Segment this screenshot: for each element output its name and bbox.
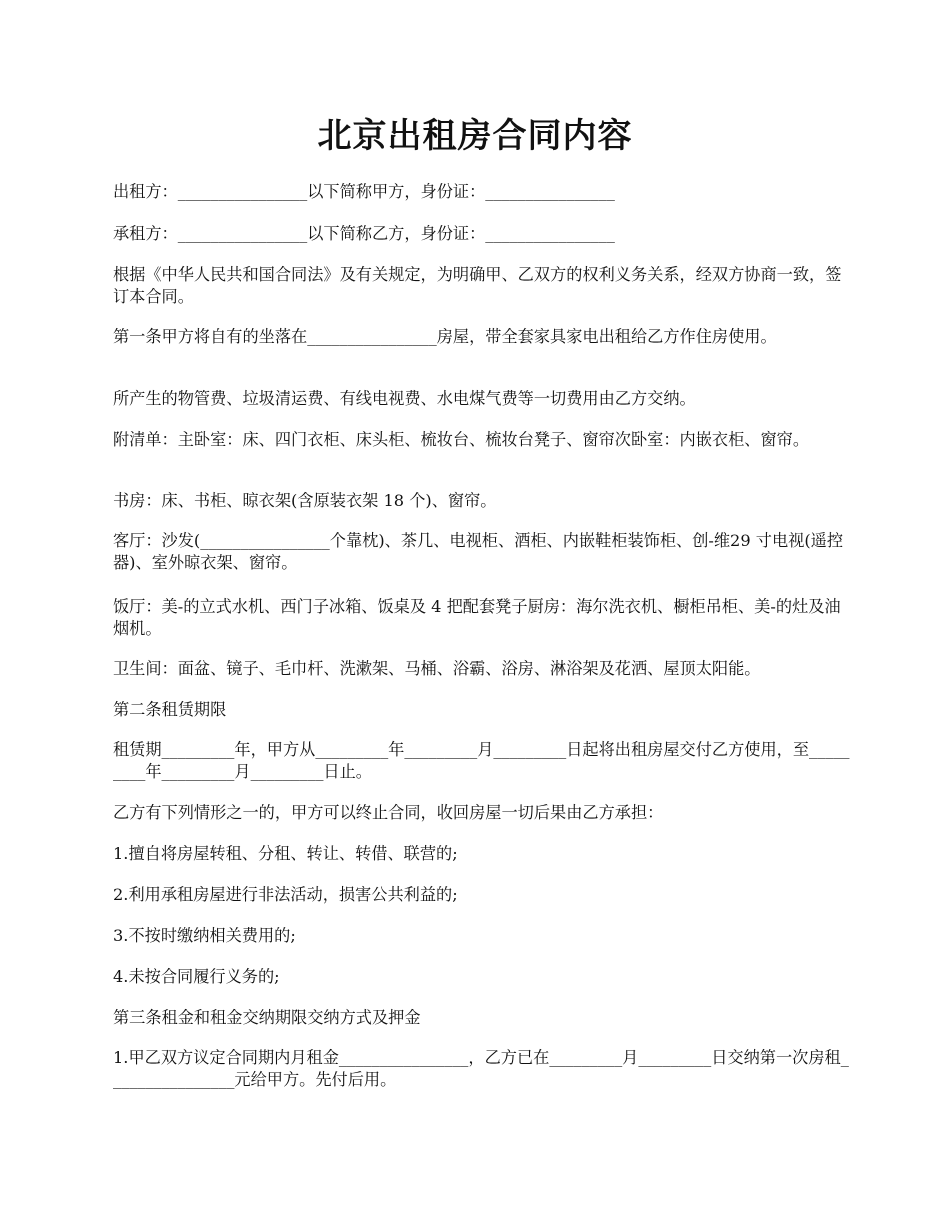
termination-item-1: 1.擅自将房屋转租、分租、转让、转借、联营的; [113, 844, 458, 863]
inventory-bathroom-paragraph: 卫生间：面盆、镜子、毛巾杆、洗漱架、马桶、浴霸、浴房、淋浴架及花洒、屋顶太阳能。 [113, 659, 761, 678]
article-1-paragraph: 第一条甲方将自有的坐落在________________房屋，带全套家具家电出租给乙方作住房使用。 [113, 327, 777, 346]
termination-item-3: 3.不按时缴纳相关费用的; [113, 926, 296, 945]
lessee-line: 承租方：________________以下简称乙方，身份证：________________ [113, 224, 615, 243]
lease-term-paragraph: 租赁期_________年，甲方从_________年_________月_________日起将出租房屋交付乙方使用，至_________年_________月_________日止。 [113, 740, 850, 781]
article-3-heading: 第三条租金和租金交纳期限交纳方式及押金 [113, 1008, 421, 1027]
inventory-dining-kitchen-paragraph: 饭厅：美-的立式水机、西门子冰箱、饭桌及 4 把配套凳子厨房：海尔洗衣机、橱柜吊柜、美-的灶及油烟机。 [113, 597, 841, 638]
inventory-bedrooms-paragraph: 附清单：主卧室：床、四门衣柜、床头柜、梳妆台、梳妆台凳子、窗帘次卧室：内嵌衣柜、窗帘。 [113, 430, 810, 449]
article-2-heading: 第二条租赁期限 [113, 700, 227, 719]
termination-item-2: 2.利用承租房屋进行非法活动，损害公共利益的; [113, 885, 458, 904]
preamble-paragraph: 根据《中华人民共和国合同法》及有关规定，为明确甲、乙双方的权利义务关系，经双方协商一致，签订本合同。 [113, 265, 842, 306]
fees-paragraph: 所产生的物管费、垃圾清运费、有线电视费、水电煤气费等一切费用由乙方交纳。 [113, 389, 696, 408]
rent-payment-paragraph: 1.甲乙双方议定合同期内月租金________________，乙方已在_________月_________日交纳第一次房租________________元给甲方。先付后用。 [113, 1048, 849, 1089]
document-title: 北京出租房合同内容 [317, 116, 633, 156]
inventory-study-paragraph: 书房：床、书柜、晾衣架(含原装衣架 18 个)、窗帘。 [113, 491, 497, 510]
inventory-living-room-paragraph: 客厅：沙发(________________个靠枕)、茶几、电视柜、酒柜、内嵌鞋柜装饰柜、创-维29 寸电视(遥控器)、室外晾衣架、窗帘。 [113, 531, 844, 572]
termination-intro-paragraph: 乙方有下列情形之一的，甲方可以终止合同，收回房屋一切后果由乙方承担： [113, 803, 664, 822]
termination-item-4: 4.未按合同履行义务的; [113, 967, 280, 986]
lessor-line: 出租方：________________以下简称甲方，身份证：________________ [113, 182, 615, 201]
